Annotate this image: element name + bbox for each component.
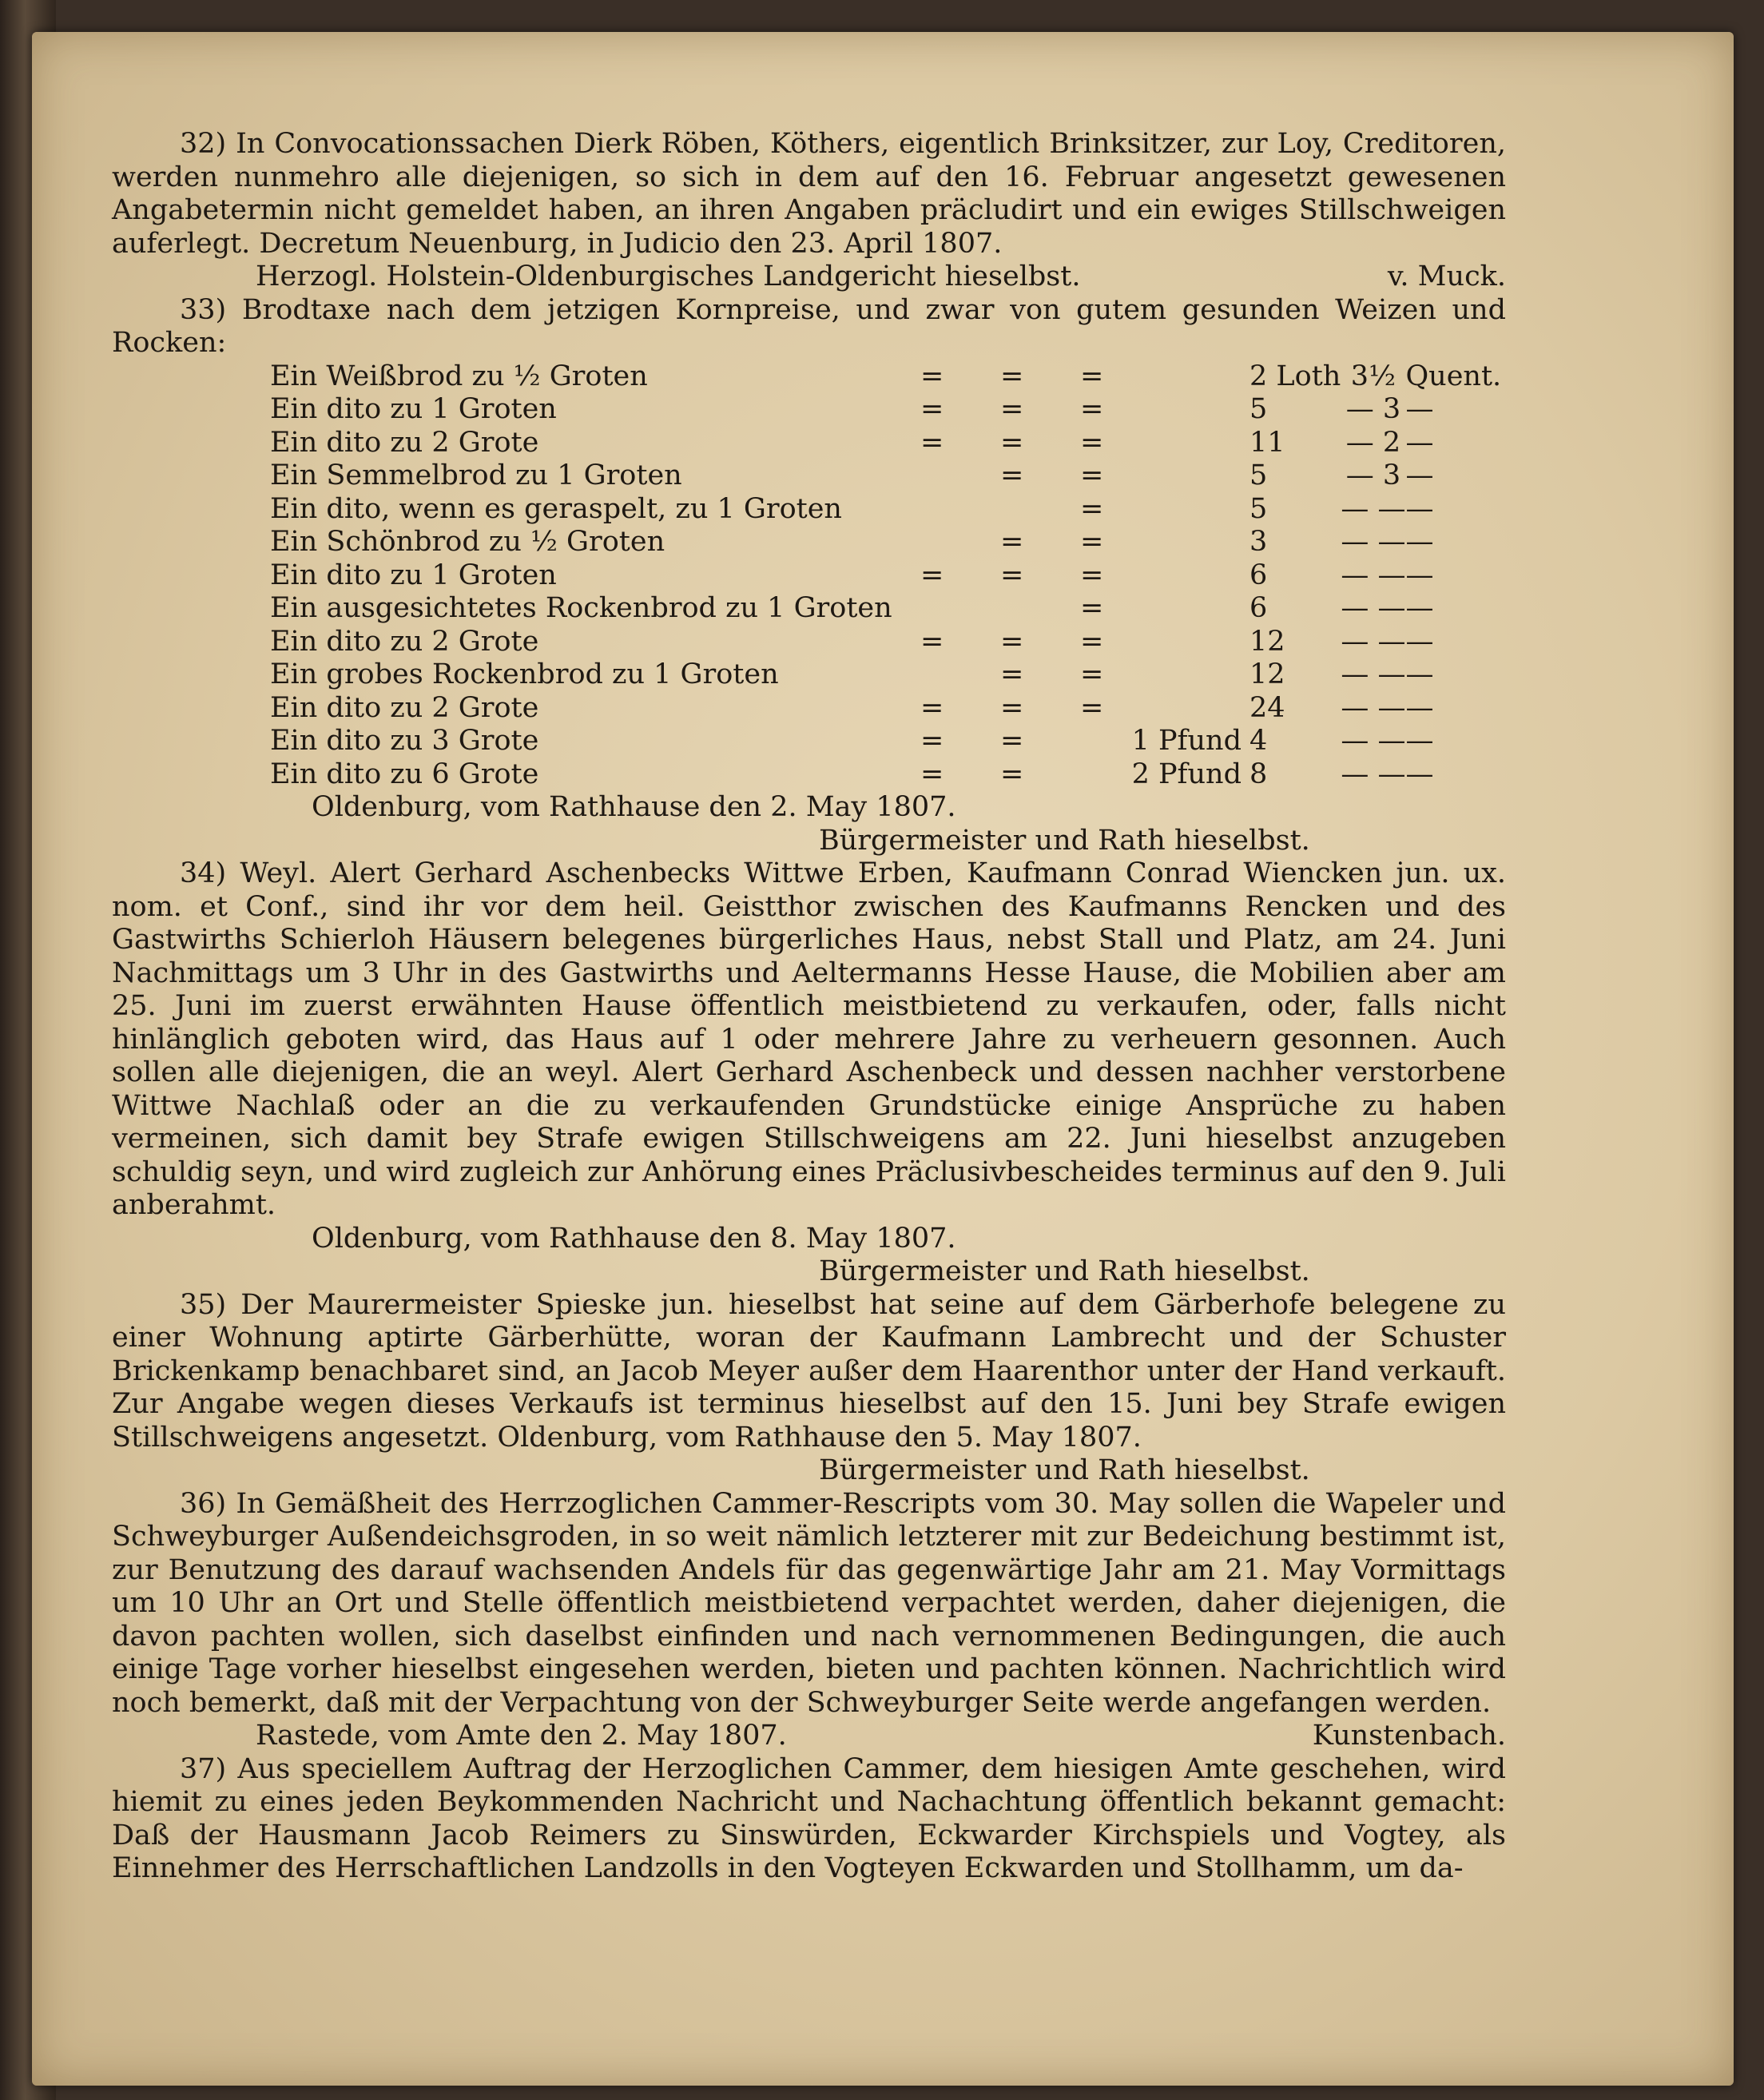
signature-33: Bürgermeister und Rath hieselbst. <box>819 824 1310 857</box>
quent-unit: — <box>1405 691 1434 724</box>
quent-value: — — <box>1341 758 1406 790</box>
quent-unit: — <box>1405 492 1434 525</box>
quent-value: — 2 <box>1345 426 1401 459</box>
quent-value: — — <box>1341 658 1406 690</box>
loth-value: 5 <box>1250 393 1268 425</box>
ditto-mark: = <box>920 360 944 392</box>
table-row <box>270 427 1506 460</box>
pound-value <box>1132 360 1250 394</box>
quent-value: — — <box>1341 725 1406 757</box>
ditto-mark: = <box>999 559 1024 591</box>
ditto-mark <box>972 592 1052 626</box>
table-row <box>270 692 1506 726</box>
signature-36: Kunstenbach. <box>1312 1720 1506 1752</box>
quent-value: — — <box>1341 492 1406 525</box>
loth-value: 5 <box>1250 459 1268 491</box>
table-row <box>270 592 1506 626</box>
notice-34: 34) Weyl. Alert Gerhard Aschenbecks Wittwe Erben, Kaufmann Conrad Wiencken jun. ux. nom. et Conf., sind ihr vor dem heil. Geistthor zwischen des Kaufmanns Rencken und des Gastwirths Schierloh Häusern belegenes bürgerliches Haus, nebst Stall und Platz, am 24. Juni Nachmittags um 3 Uhr in des Gastwirths und Aeltermanns Hesse Hause, die Mobilien aber am 25. Juni im zuerst erwähnten Hause öffentlich meistbietend zu verkaufen, oder, falls nicht hinlänglich geboten wird, das Haus auf 1 oder mehrere Jahre zu verheuern gesonnen. Auch sollen alle diejenigen, die an weyl. Alert Gerhard Aschenbeck und dessen nachher verstorbene Wittwe Nachlaß oder an die zu verkaufenden Grundstücke einige Ansprüche zu haben vermeinen, sich damit bey Strafe ewigen Stillschweigens am 22. Juni hieselbst anzugeben schuldig seyn, und wird zugleich zur Anhörung eines Präclusivbescheides terminus auf den 9. Juli anberahmt. <box>112 857 1506 1221</box>
ditto-mark: = <box>920 625 944 658</box>
pound-value: 1 Pfund <box>1131 725 1242 757</box>
quent-value: 3½ <box>1350 360 1396 392</box>
ditto-mark: = <box>1079 658 1104 690</box>
pound-value: 2 Pfund <box>1131 758 1242 790</box>
ditto-mark: = <box>1079 393 1104 425</box>
table-row <box>270 559 1506 593</box>
signature-line-32 <box>112 261 1506 294</box>
bread-item: Ein dito zu 1 Groten <box>270 393 557 425</box>
pound-value <box>1132 559 1250 593</box>
quent-value: — — <box>1341 625 1406 658</box>
ditto-mark: = <box>920 559 944 591</box>
quent-unit: — <box>1405 526 1434 558</box>
ditto-mark: = <box>1079 526 1104 558</box>
notice-35: 35) Der Maurermeister Spieske jun. hieselbst hat seine auf dem Gärberhofe belegene zu einer Wohnung aptirte Gärberhütte, woran der Kaufmann Lambrecht und der Schuster Brickenkamp benachbaret sind, an Jacob Meyer außer dem Haarenthor unter der Hand verkauft. Zur Angabe wegen dieses Verkaufs ist terminus hieselbst auf den 15. Juni bey Strafe ewigen Stillschweigens angesetzt. Oldenburg, vom Rathhause den 5. May 1807. <box>112 1288 1506 1454</box>
date-line-36: Rastede, vom Amte den 2. May 1807. <box>256 1720 787 1752</box>
ditto-mark: = <box>999 691 1024 724</box>
notice-32: 32) In Convocationssachen Dierk Röben, Köthers, eigentlich Brinksitzer, zur Loy, Creditoren, werden nunmehro alle diejenigen, so sich in dem auf den 16. Februar angesetzt gewesenen Angabetermin nicht gemeldet haben, an ihren Angaben präcludirt und ein ewiges Stillschweigen auferlegt. Decretum Neuenburg, in Judicio den 23. April 1807. <box>112 128 1506 260</box>
ditto-mark: = <box>920 393 944 425</box>
loth-value: 24 <box>1250 691 1285 724</box>
bread-item: Ein dito zu 2 Grote <box>270 625 539 658</box>
ditto-mark: = <box>999 360 1024 392</box>
notice-33-heading: 33) Brodtaxe nach dem jetzigen Kornpreise, und zwar von gutem gesunden Weizen und Rocken: <box>112 293 1506 359</box>
date-line-33: Oldenburg, vom Rathhause den 2. May 1807. <box>312 791 956 823</box>
ditto-mark <box>972 493 1052 527</box>
ditto-mark: = <box>999 658 1024 690</box>
ditto-mark: = <box>1079 360 1104 392</box>
ditto-mark: = <box>920 758 944 790</box>
ditto-mark <box>1052 758 1132 792</box>
quent-unit: — <box>1405 426 1434 459</box>
pound-value <box>1132 626 1250 659</box>
quent-unit: — <box>1405 559 1434 591</box>
pound-value <box>1132 592 1250 626</box>
ditto-mark: = <box>1079 459 1104 491</box>
pound-value <box>1132 658 1250 692</box>
ditto-mark: = <box>999 393 1024 425</box>
bread-item: Ein Schönbrod zu ½ Groten <box>270 526 665 558</box>
table-row <box>270 360 1506 394</box>
loth-value: 8 <box>1250 758 1268 790</box>
ditto-mark: = <box>999 459 1024 491</box>
bread-item: Ein dito zu 2 Grote <box>270 426 539 459</box>
ditto-mark: = <box>999 725 1024 757</box>
date-line-34: Oldenburg, vom Rathhause den 8. May 1807. <box>312 1222 956 1255</box>
quent-value: — — <box>1341 691 1406 724</box>
ditto-mark <box>892 493 972 527</box>
loth-value: 3 <box>1250 526 1268 558</box>
pound-value <box>1132 393 1250 427</box>
ditto-mark <box>892 658 972 692</box>
ditto-mark: = <box>999 426 1024 459</box>
ditto-mark: = <box>920 691 944 724</box>
quent-value: — — <box>1341 526 1406 558</box>
ditto-mark: = <box>1079 691 1104 724</box>
signature-34: Bürgermeister und Rath hieselbst. <box>819 1255 1310 1287</box>
quent-value: — — <box>1341 592 1406 624</box>
table-row <box>270 459 1506 493</box>
signer-name: v. Muck. <box>1387 261 1506 292</box>
ditto-mark: = <box>920 426 944 459</box>
quent-value: — 3 <box>1345 393 1401 425</box>
loth-value: 4 <box>1250 725 1268 757</box>
ditto-mark <box>892 459 972 493</box>
quent-unit: — <box>1405 592 1434 624</box>
bread-item: Ein dito, wenn es geraspelt, zu 1 Groten <box>270 492 842 525</box>
pound-value <box>1132 692 1250 726</box>
table-row <box>270 758 1506 792</box>
notice-36: 36) In Gemäßheit des Herrzoglichen Cammer-Rescripts vom 30. May sollen die Wapeler und Schweyburger Außendeichsgroden, in so weit nämlich letzterer mit zur Bedeichung bestimmt ist, zur Benutzung des darauf wachsenden Andels für das gegenwärtige Jahr am 21. May Vormittags um 10 Uhr an Ort und Stelle öffentlich meistbietend verpachtet werden, daher diejenigen, die davon pachten wollen, sich daselbst einfinden und nach vernommenen Bedingungen, die auch einige Tage vorher hieselbst eingesehen werden, bieten und pachten können. Nachrichtlich wird noch bemerkt, daß mit der Verpachtung von der Schweyburger Seite werde angefangen werden. <box>112 1487 1506 1719</box>
loth-value: 6 <box>1250 592 1268 624</box>
bread-item: Ein Weißbrod zu ½ Groten <box>270 360 648 392</box>
bread-item: Ein ausgesichtetes Rockenbrod zu 1 Groten <box>270 592 892 624</box>
ditto-mark: = <box>1079 559 1104 591</box>
ditto-mark: = <box>999 625 1024 658</box>
ditto-mark <box>1052 725 1132 758</box>
pound-value <box>1132 493 1250 527</box>
loth-value: 12 <box>1250 658 1285 690</box>
bread-item: Ein dito zu 1 Groten <box>270 559 557 591</box>
signature-line-36 <box>112 1720 1506 1753</box>
loth-value: 12 <box>1250 625 1285 658</box>
loth-value: 6 <box>1250 559 1268 591</box>
ditto-mark <box>892 592 972 626</box>
bread-item: Ein dito zu 6 Grote <box>270 758 539 790</box>
table-row <box>270 658 1506 692</box>
quent-unit: — <box>1405 459 1434 491</box>
notice-37: 37) Aus speciellem Auftrag der Herzoglichen Cammer, dem hiesigen Amte geschehen, wird hiemit zu eines jeden Beykommenden Nachricht und Nachachtung öffentlich bekannt gemacht: Daß der Hausmann Jacob Reimers zu Sinswürden, Eckwarder Kirchspiels und Vogtey, als Einnehmer des Herrschaftlichen Landzolls in den Vogteyen Eckwarden und Stollhamm, um da- <box>112 1752 1506 1884</box>
ditto-mark: = <box>920 725 944 757</box>
signature-35: Bürgermeister und Rath hieselbst. <box>819 1454 1310 1486</box>
ditto-mark: = <box>999 758 1024 790</box>
loth-value: 2 Loth <box>1250 360 1341 392</box>
pound-value <box>1132 459 1250 493</box>
table-row <box>270 725 1506 758</box>
bread-item: Ein grobes Rockenbrod zu 1 Groten <box>270 658 779 690</box>
bread-item: Ein dito zu 3 Grote <box>270 725 539 757</box>
ditto-mark: = <box>1079 426 1104 459</box>
table-row <box>270 526 1506 559</box>
court-signature: Herzogl. Holstein-Oldenburgisches Landgericht hieselbst. <box>256 261 1081 292</box>
ditto-mark: = <box>1079 625 1104 658</box>
quent-unit: — <box>1405 725 1434 757</box>
ditto-mark: = <box>1079 492 1104 525</box>
ditto-mark <box>892 526 972 559</box>
pound-value <box>1132 526 1250 559</box>
pound-value <box>1132 427 1250 460</box>
quent-unit: — <box>1405 658 1434 690</box>
quent-unit: — <box>1405 625 1434 658</box>
table-row <box>270 393 1506 427</box>
ditto-mark: = <box>1079 592 1104 624</box>
bread-item: Ein dito zu 2 Grote <box>270 691 539 724</box>
bread-tax-table <box>270 360 1506 792</box>
loth-value: 5 <box>1250 492 1268 525</box>
ditto-mark: = <box>999 526 1024 558</box>
quent-unit: — <box>1405 758 1434 790</box>
table-row <box>270 626 1506 659</box>
loth-value: 11 <box>1250 426 1285 459</box>
quent-value: — — <box>1341 559 1406 591</box>
quent-unit: Quent. <box>1405 360 1502 392</box>
bread-item: Ein Semmelbrod zu 1 Groten <box>270 459 682 491</box>
quent-unit: — <box>1405 393 1434 425</box>
page-text <box>112 128 1506 1886</box>
table-row <box>270 493 1506 527</box>
quent-value: — 3 <box>1345 459 1401 491</box>
